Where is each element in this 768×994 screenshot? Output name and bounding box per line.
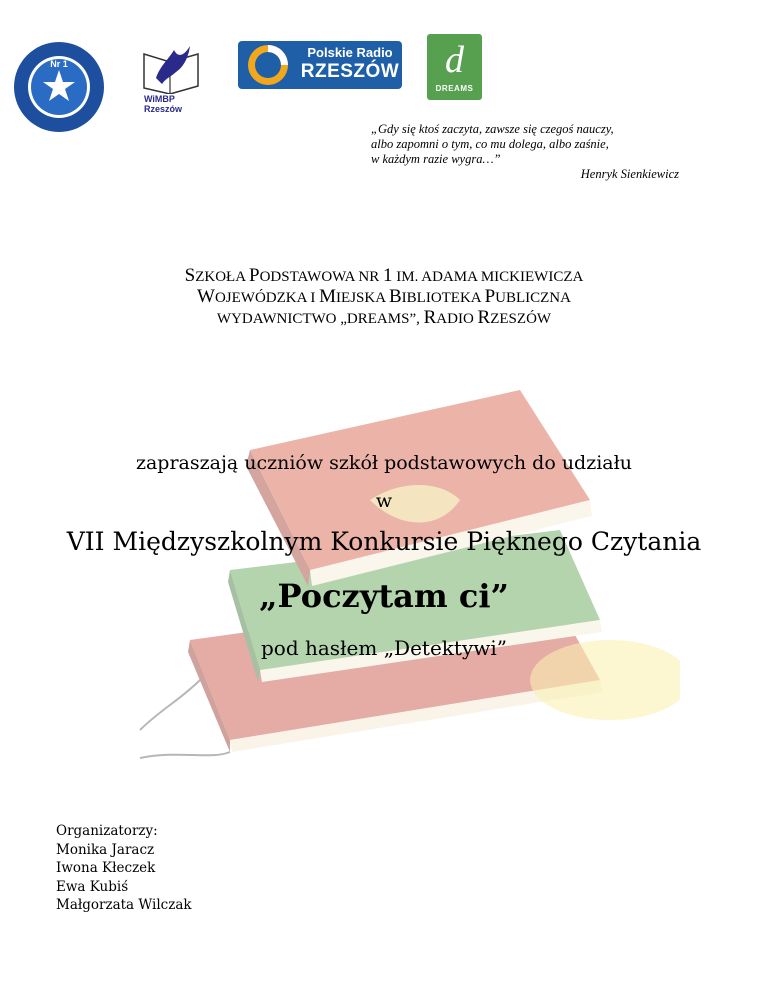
- contest-name: VII Międzyszkolnym Konkursie Pięknego Czytania: [66, 527, 702, 556]
- epigraph-quote: [371, 122, 683, 182]
- svg-text:Nr 1: Nr 1: [50, 59, 68, 69]
- invitation-connector: w: [375, 490, 393, 512]
- quote-author: Henryk Sienkiewicz: [580, 167, 679, 181]
- contest-motto: pod hasłem „Detektywi”: [260, 636, 507, 660]
- dreams-logo: [427, 34, 482, 100]
- institution-line-2: WOJEWÓDZKA I MIEJSKA BIBLIOTEKA PUBLICZNA: [197, 286, 571, 307]
- dreams-logo-word: DREAMS: [435, 84, 474, 93]
- radio-logo-line2: RZESZÓW: [300, 61, 400, 82]
- contest-title: „Poczytam ci”: [259, 577, 509, 615]
- invitation-line: zapraszają uczniów szkół podstawowych do udziału: [135, 452, 633, 474]
- quote-line: albo zapomni o tym, co mu dolega, albo zaśnie,: [371, 137, 609, 151]
- radio-logo-line1: Polskie Radio: [307, 45, 393, 60]
- pegasus-book-icon: [138, 38, 204, 94]
- organizer-name: Ewa Kubiś: [56, 878, 129, 895]
- organizers-list: [56, 822, 192, 915]
- books-illustration: [80, 380, 680, 760]
- school-seal-icon: [12, 40, 106, 134]
- quote-line: w każdym razie wygra…”: [371, 152, 501, 166]
- library-caption: WiMBP Rzeszów: [144, 94, 183, 114]
- dreams-logo-letter: d: [445, 39, 464, 81]
- institutions-header: [0, 266, 768, 329]
- organizers-label: Organizatorzy:: [56, 823, 158, 839]
- school-logo: [12, 40, 106, 134]
- radio-sun-icon: [238, 41, 298, 89]
- organizer-name: Iwona Kłeczek: [56, 860, 156, 876]
- quote-line: „Gdy się ktoś zaczyta, zawsze się czegoś nauczy,: [371, 122, 614, 136]
- organizer-name: Monika Jaracz: [56, 841, 155, 858]
- organizer-name: Małgorzata Wilczak: [56, 897, 192, 913]
- library-logo: [138, 38, 204, 112]
- institution-line-3: WYDAWNICTWO „DREAMS”, RADIO RZESZÓW: [216, 307, 552, 328]
- radio-logo: [238, 41, 402, 89]
- institution-line-1: SZKOŁA PODSTAWOWA NR 1 IM. ADAMA MICKIEWICZA: [184, 265, 584, 286]
